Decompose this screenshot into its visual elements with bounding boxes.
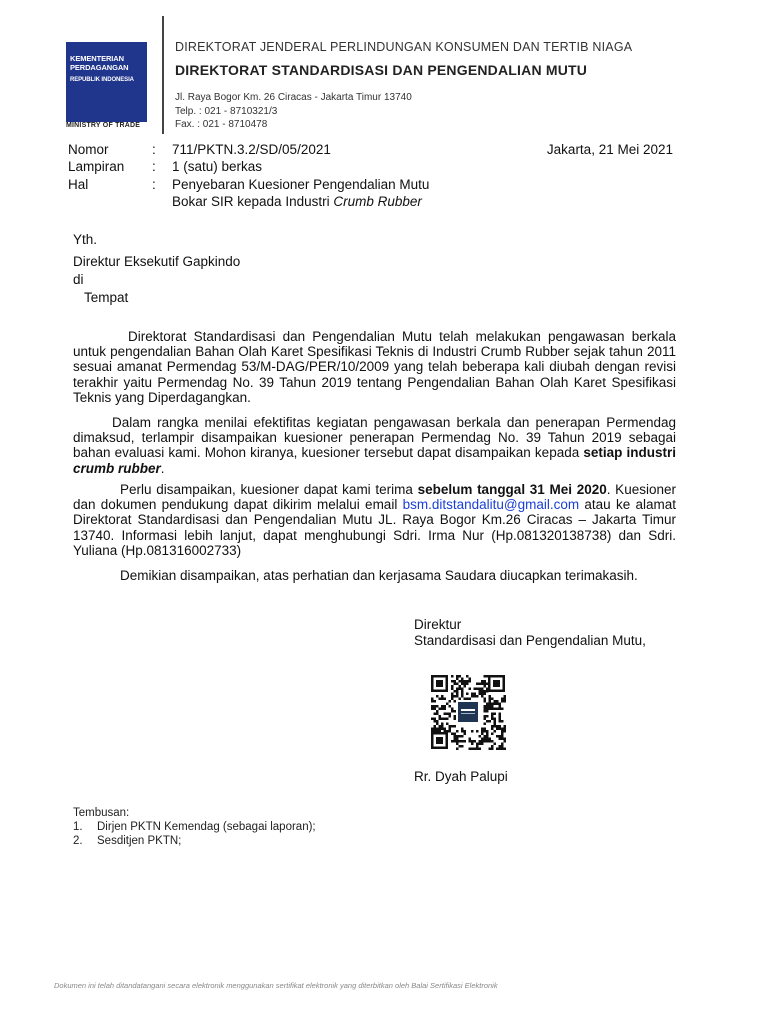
paragraph-1: Direktorat Standardisasi dan Pengendalian Mutu telah melakukan pengawasan berkala untuk pengendalian Bahan Olah Karet Spesifikasi Teknis di Industri Crumb Rubber sejak tahun 2011 sesuai amanat Permendag 53/M-DAG/PER/10/2009 yang telah beberapa kali diubah dengan revisi terakhir yaitu Permendag No. 39 Tahun 2019 tentang Pengendalian Bahan Olah Karet Spesifikasi Teknis yang Diperdagangkan. (73, 329, 676, 405)
e-signature-footer-note: Dokumen ini telah ditandatangani secara elektronik menggunakan sertifikat elektronik yang diterbitkan oleh Balai Sertifikasi Elektronik (54, 981, 498, 990)
logo-subtitle: MINISTRY OF TRADE (66, 122, 141, 129)
logo-line-2: PERDAGANGAN (70, 63, 129, 72)
lampiran-colon: : (152, 159, 156, 174)
recipient-di: di (73, 272, 84, 287)
tembusan-item-text: Dirjen PKTN Kemendag (sebagai laporan); (97, 821, 316, 833)
logo-line-1: KEMENTERIAN (70, 54, 124, 63)
letterhead-divider (162, 16, 164, 134)
org-fax: Fax. : 021 - 8710478 (175, 119, 268, 130)
recipient-tempat: Tempat (84, 290, 129, 305)
hal-value-italic: Crumb Rubber (333, 194, 422, 209)
lampiran-value: 1 (satu) berkas (172, 159, 263, 174)
tembusan-item-text: Sesditjen PKTN; (97, 835, 182, 847)
nomor-value: 711/PKTN.3.2/SD/05/2021 (172, 142, 331, 157)
paragraph-2 (73, 415, 676, 476)
signature-title-1: Direktur (414, 617, 462, 632)
hal-label: Hal (68, 177, 89, 192)
hal-value-line-1: Penyebaran Kuesioner Pengendalian Mutu (172, 177, 430, 192)
p3-end: atau ke alamat Direktorat Standardisasi dan Pengendalian Mutu JL. Raya Bogor Km.26 Ciracas – Jakarta Timur 13740. Informasi lebih lanjut, dapat menghubungi Sdri. Irma Nur (Hp.081320138738) dan Sdri. Yuliana (Hp.081316002733) (73, 497, 676, 558)
p2-end: . (160, 460, 165, 476)
lampiran-label: Lampiran (68, 159, 125, 174)
hal-value-prefix: Bokar SIR kepada Industri (172, 194, 334, 209)
p2-main: Dalam rangka menilai efektifitas kegiatan pengawasan berkala dan penerapan Permendag dimaksud, terlampir disampaikan kuesioner penerapan Permendag No. 39 Tahun 2019 sebagai bahan evaluasi kami. Mohon kiranya, kuesioner tersebut dapat disampaikan kepada (73, 415, 676, 461)
org-line-2: DIREKTORAT STANDARDISASI DAN PENGENDALIAN MUTU (175, 62, 588, 78)
p3-start: Perlu disampaikan, kuesioner dapat kami terima (120, 482, 418, 497)
nomor-label: Nomor (68, 142, 109, 157)
hal-colon: : (152, 177, 156, 192)
signature-title-2: Standardisasi dan Pengendalian Mutu, (414, 633, 646, 648)
signature-qr-code (430, 674, 506, 750)
hal-value-line-2 (172, 194, 422, 209)
p3-mid: . Kuesioner dan dokumen pendukung dapat dikirim melalui email (73, 482, 676, 513)
org-tel: Telp. : 021 - 8710321/3 (175, 106, 278, 117)
qr-finder-top-left (431, 675, 448, 692)
org-line-1: DIREKTORAT JENDERAL PERLINDUNGAN KONSUMEN DAN TERTIB NIAGA (175, 40, 633, 54)
logo-line-3: REPUBLIK INDONESIA (70, 77, 134, 83)
qr-center-emblem (458, 702, 478, 722)
letter-date: Jakarta, 21 Mei 2021 (546, 142, 673, 157)
recipient-name: Direktur Eksekutif Gapkindo (73, 254, 241, 269)
qr-finder-bottom-left (431, 732, 448, 749)
org-address: Jl. Raya Bogor Km. 26 Ciracas - Jakarta Timur 13740 (175, 92, 412, 103)
signatory-name: Rr. Dyah Palupi (414, 769, 508, 784)
p2-bold: setiap industri (583, 445, 677, 461)
recipient-yth: Yth. (73, 232, 98, 247)
tembusan-item-number: 2. (73, 835, 83, 847)
paragraph-4: Demikian disampaikan, atas perhatian dan kerjasama Saudara diucapkan terimakasih. (120, 568, 638, 583)
tembusan-label: Tembusan: (73, 807, 130, 819)
p2-bold-italic: crumb rubber (73, 460, 161, 476)
qr-finder-top-right (488, 675, 505, 692)
p3-deadline: sebelum tanggal 31 Mei 2020 (417, 482, 607, 497)
email-link[interactable]: bsm.ditstandalitu@gmail.com (402, 497, 580, 513)
tembusan-item (73, 821, 316, 833)
paragraph-3 (73, 482, 676, 558)
tembusan-item (73, 835, 181, 847)
tembusan-item-number: 1. (73, 821, 83, 833)
nomor-colon: : (152, 142, 156, 157)
